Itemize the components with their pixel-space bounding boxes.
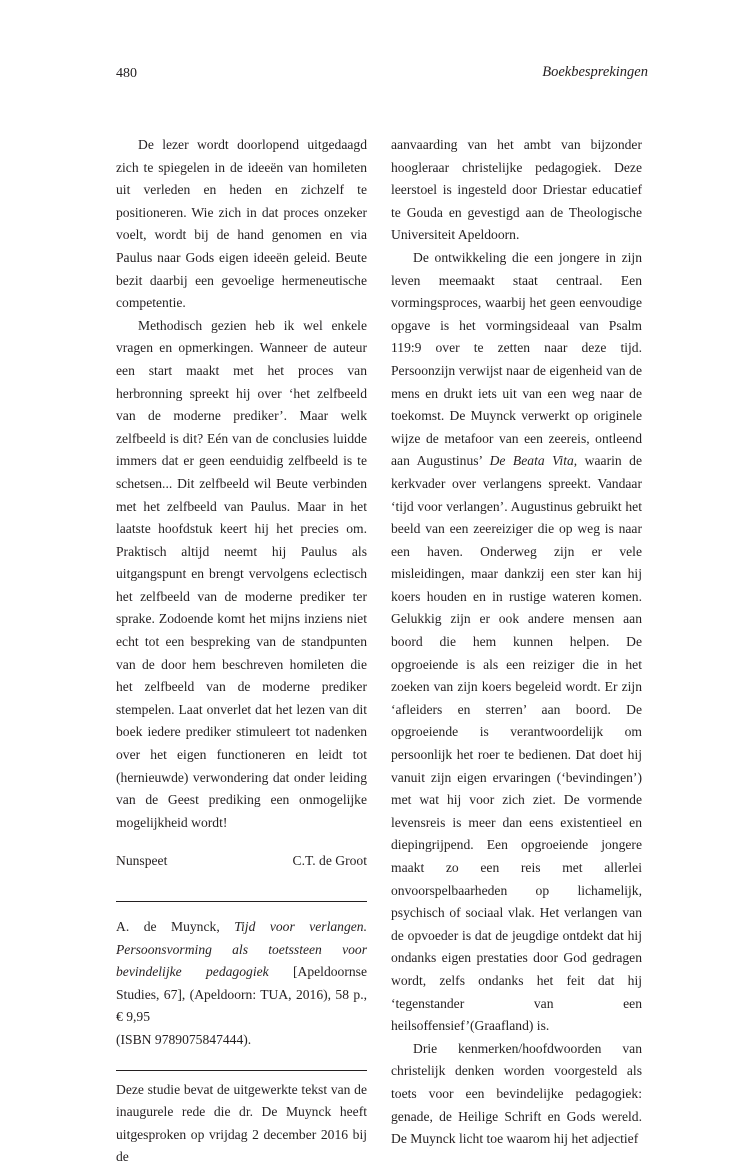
page-number: 480: [116, 66, 137, 81]
running-head: Boekbesprekingen: [542, 64, 648, 80]
paragraph: [391, 247, 642, 1038]
book-author: A. de Muynck,: [116, 919, 235, 934]
paragraph: Drie kenmerken/hoofdwoorden van christelijk denken worden voorgesteld als toets voor een bevindelijke pedagogiek: genade, de Heilige Schrift en Gods wereld. De Muynck licht toe waarom hij het adjectief: [391, 1040, 642, 1147]
book-isbn: (ISBN 9789075847444).: [116, 1031, 252, 1047]
book-reference: [116, 916, 367, 1052]
review-intro: Deze studie bevat de uitgewerkte tekst van de inaugurele rede die dr. De Muynck heeft uitgesproken op vrijdag 2 december 2016 bij de: [116, 1081, 367, 1165]
paragraph: Methodisch gezien heb ik wel enkele vragen en opmerkingen. Wanneer de auteur een start maakt met het proces van herbronning spreekt hij over ‘het zelfbeeld van de moderne prediker’. Maar welk zelfbeeld is dit? Eén van de conclusies luidde immers dat er geen eenduidig zelfbeeld is te schetsen... Dit zelfbeeld wil Beute verbinden met het zelfbeeld van Paulus. Maar in het laatste hoofdstuk keert hij het precies om. Praktisch altijd neemt hij Paulus als uitgangspunt en brengt vervolgens eclectisch het zelfbeeld van de moderne prediker ter sprake. Zodoende komt het mijns inziens niet echt tot een bespreking van de standpunten van de door hem beschreven homileten die het zelfbeeld van de moderne prediker stempelen. Laat onverlet dat het lezen van dit boek iedere prediker stimuleert tot nadenken over het eigen functioneren en leidt tot (hernieuwde) verwondering dat onder leiding van de Geest prediking een onmogelijke mogelijkheid wordt!: [116, 317, 367, 830]
signature-author: C.T. de Groot: [292, 853, 367, 869]
section-divider: [116, 901, 367, 902]
book-title: Tijd voor verlangen. Persoonsvorming als toetssteen voor bevindelijke pedagogiek: [116, 919, 367, 980]
italic-title: De Beata Vita: [489, 453, 574, 469]
signature-place: Nunspeet: [116, 853, 168, 869]
text-run: De ontwikkeling die een jongere in zijn leven meemaakt staat centraal. Een vormingsproces, waarbij het geen eenvoudige opgave is het vormingsideaal van Psalm 119:9 over te zetten naar deze tijd. Persoonzijn verwijst naar de eigenheid van de mens en drukt iets uit van een weg naar de toekomst. De Muynck verwerkt op originele wijze de metafoor van een zeereis, ontleend aan Augustinus’: [391, 249, 642, 469]
book-details: [Apeldoornse Studies, 67], (Apeldoorn: TUA, 2016), 58 p., € 9,95: [116, 964, 367, 1025]
paragraph: aanvaarding van het ambt van bijzonder hoogleraar christelijke pedagogiek. Deze leerstoel is ingesteld door Driestar educatief te Gouda en gevestigd aan de Theologische Universiteit Apeldoorn.: [391, 137, 642, 243]
review-signature: [116, 850, 367, 873]
text-run: , waarin de kerkvader over verlangens spreekt. Vandaar ‘tijd voor verlangen’. Augustinus gebruikt het beeld van een zeereiziger die op weg is naar een haven. Onderweg zijn er vele misleidingen, maar dankzij een ster kan hij koers houden en in rustige wateren komen. Gelukkig zijn er ook andere mensen aan boord die hem kunnen helpen. De opgroeiende is als een reiziger die in het zoeken van zijn koers begeleid wordt. Er zijn ‘afleiders en sterren’ aan boord. De opgroeiende is verantwoordelijk om persoonlijk het roer te bedienen. Dat doet hij vanuit zijn eigen ervaringen (‘bevindingen’) met wat hij voor zich ziet. De vormende levensreis is meer dan eens existentieel en diepingrijpend. Een opgroeiende jongere maakt zo een reis met allerlei onvoorspelbaarheden op lichamelijk, psychisch of sociaal vlak. Het verlangen van de opvoeder is dat de jeugdige ontdekt dat hij ondanks eigen prestaties door God gedragen wordt, zelfs ondanks het feit dat hij ‘tegenstander van een heilsoffensief’(Graafland) is.: [391, 453, 642, 1034]
left-column: [116, 134, 367, 1169]
right-column: [391, 134, 642, 1151]
paragraph: De lezer wordt doorlopend uitgedaagd zich te spiegelen in de ideeën van homileten uit verleden en heden en zichzelf te positioneren. Wie zich in dat proces onzeker voelt, wordt bij de hand genomen en via Paulus naar Gods eigen ideeën geleid. Beute bezit daarbij een gevoelige hermeneutische competentie.: [116, 137, 367, 311]
section-divider: [116, 1070, 367, 1071]
